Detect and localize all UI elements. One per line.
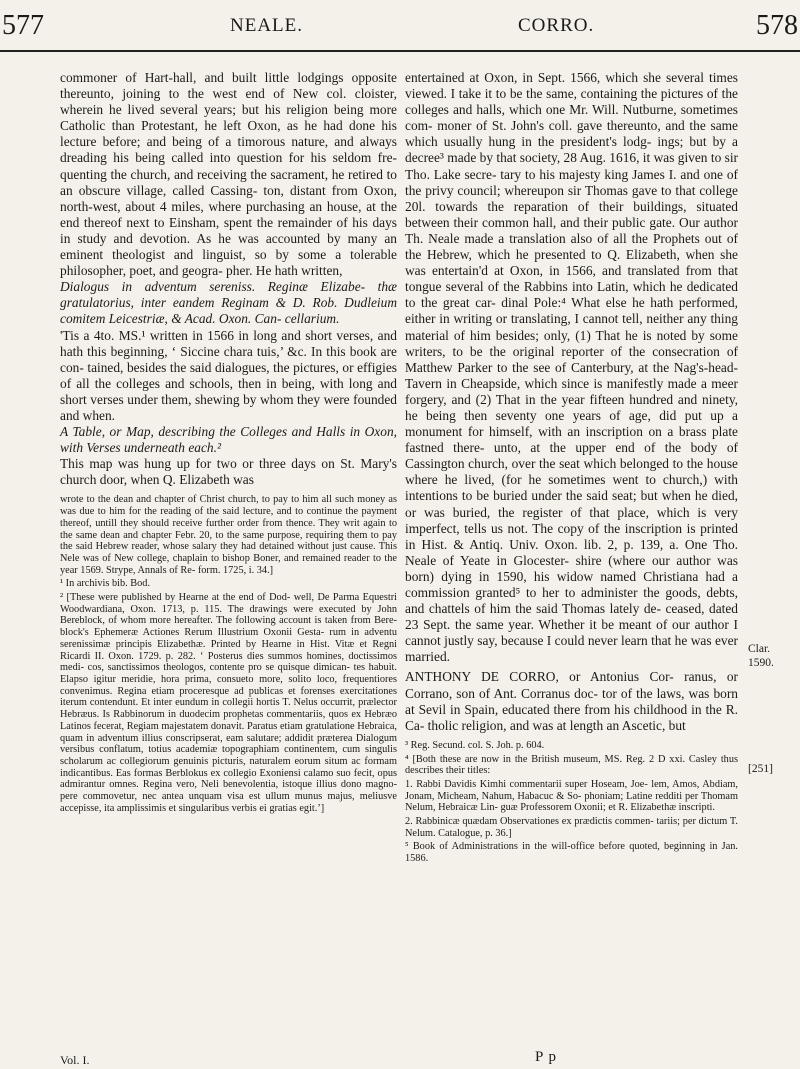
spacer	[405, 734, 738, 738]
footnote: ¹ In archivis bib. Bod.	[60, 578, 151, 590]
left-column	[60, 70, 397, 814]
work-title: Dialogus in adventum sereniss. Reginæ Elizabe- thæ gratulatorius, inter eandem Reginam & D. Rob. Dudleium comitem Leicestriæ, & Acad. Oxon. Can- cellarium.	[60, 279, 397, 327]
margin-clar-year: 1590.	[748, 657, 774, 669]
footnote: ² [These were published by Hearne at the end of Dod- well, De Parma Equestri Woodwardiana, Oxon. 1713, p. 115. The drawings were executed by John Bereblock, of whom more hereafter. The following account is taken from Bere- block's Ephemeræ Actiones Rerum Illustrium Oxonii Gesta- rum in adventu serenissimæ principis Elizabethæ. Printed by Hearne in Hist. Vitæ et Regni Ricardi II. Oxon. 1729. p. 282. ‘ Posterus dies summos homines, doctissimos medi- cos, sanctissimos theologos, contente pro se quisque dimican- tes habuit. Elapso igitur meridie, hora prima, consueto more, solito loco, frequentiores convenimus. Regina etiam proceresque ad publicas et forenses exercitationes iterum contendunt. Et inter eundum in collegii hortis T. Nelus occurrit, prælector Hebræus. Is Rabbinorum in duodecim prophetas commentariis, quos ex Hebræo Latinos fecerat, Regiam majestatem donavit. Paratus etiam gratulatione Hebraica, quam in adventum illius conscripserat, eam salutare; addidit præterea Dialogum versibus conflatum, totius academiæ topographiam continentem, cum singulis scholarum ac collegiorum genuinis picturis, naturalem eorum situm ac formam indicantibus. Eas formas Berblokus ex collegio Exoniensi calamo suo fecit, opus admirantur omnes. Regina vero, Neli benevolentia, istoque illius dono magno- pere commovetur, nec antea unquam visa est ullum munus majus, meliusve accepisse, ita amplissimis et singularibus verbis ei gratias egit.’]	[60, 592, 397, 814]
footnote: wrote to the dean and chapter of Christ church, to pay to him all such money as was due to him for the reading of the said lecture, and to continue the payment thereof, untill they should receive further order from thence. They writ again to the same dean and chapter Febr. 20, to the same purpose, requiring them to pay the said Hebrew reader, whose salary they had detained without just cause. This Nele was of New college, chaplain to bishop Boner, and remained reader to the year 1569. Strype, Annals of Re- form. 1725, i. 34.]	[60, 494, 397, 576]
page-header	[0, 0, 800, 52]
margin-page-ref: [251]	[748, 763, 773, 775]
spacer	[60, 488, 397, 492]
signature-mark: P p	[535, 1049, 558, 1065]
margin-note-clar	[748, 642, 774, 670]
running-head-right: CORRO.	[518, 15, 595, 36]
body-paragraph: ANTHONY DE CORRO, or Antonius Cor- ranus, or Corrano, son of Ant. Corranus doc- tor of the laws, was born at Sevil in Spain, educated there from his childhood in the R. Ca- tholic religion, and was at length an Ascetic, but	[405, 669, 738, 733]
body-paragraph: 'Tis a 4to. MS.¹ written in 1566 in long and short verses, and hath this beginning, ‘ Siccine chara tuis,’ &c. In this book are con- tained, besides the said dialogues, the pictures, or effigies of all the colleges and schools, then in being, with long and short verses under them, shewing by whom they were founded and when.	[60, 327, 397, 423]
body-paragraph: entertained at Oxon, in Sept. 1566, which she several times viewed. I take it to be the same, containing the pictures of the colleges and halls, which one Mr. Will. Nutburne, sometimes com- moner of St. John's coll. gave thereunto, and the same which usually hung in the president's lodg- ings; but by a decree³ made by that society, 28 Aug. 1616, it was given to sir Tho. Lake secre- tary to his majesty king James I. and one of the privy council; whereupon sir Thomas gave to that college 20l. towards the reparation of their buildings, situated between their common hall, and their public gate. Our author Th. Neale made a translation also of all the Prophets out of the Hebrew, which he presented to Q. Elizabeth, when she was entertain'd at Oxon, in 1566, and translated from that tongue several of the Rabbins into Latin, which he dedicated to the great car- dinal Pole:⁴ What else he hath performed, either in writing or translating, I cannot tell, neither any thing material of him besides; only, (1) That he is noted by some writers, to be the original reporter of the consecration of Matthew Parker to the see of Canterbury, at the Nag's-head-Tavern in Cheapside, which since is manifestly made a meer forgery, and (2) That in the year fifteen hundred and ninety, he being then seventy one years of age, did put up a monument for himself, with an inscription on a brass plate fastned there- unto, at the upper end of the body of Cassington church, over the seat which belonged to the house where he lived, (for he sometimes went to church,) with intentions to be buried under the said seat; but when he died, or was buried, the register of that place, which is very imperfect, tells us not. The copy of the inscription is printed in Hist. & Antiq. Univ. Oxon. lib. 2, p. 139, a. One Tho. Neale of Yeate in Glocester- shire (where our author was born) dying in 1590, his widow named Christiana had a commission granted⁵ to her to administer the goods, debts, and chattels of him the said Thomas lately de- ceased, dated 23 Sept. the same year. Whether it be meant of our author I cannot justly say, because I could never learn that he was ever married.	[405, 70, 738, 665]
footnote: ³ Reg. Secund. col. S. Joh. p. 604.	[405, 739, 545, 751]
running-head-left: NEALE.	[230, 15, 304, 36]
body-paragraph: This map was hung up for two or three days on St. Mary's church door, when Q. Elizabeth was	[60, 456, 397, 488]
footnote: ⁴ [Both these are now in the British museum, MS. Reg. 2 D xxi. Casley thus describes their titles:	[405, 753, 738, 777]
work-title: A Table, or Map, describing the Colleges and Halls in Oxon, with Verses underneath each.²	[60, 424, 397, 456]
footnote: 1. Rabbi Davidis Kimhi commentarii super Hoseam, Joe- lem, Amos, Abdiam, Jonam, Micheam, Nahum, Habacuc & So- phoniam; Latine redditi per Thomam Nelum, Hebraicæ Lin- guæ Professorem Oxonii; et R. Elizabethæ inscripti.	[405, 778, 738, 814]
footnote: ⁵ Book of Administrations in the will-office before quoted, beginning in Jan. 1586.	[405, 841, 738, 865]
margin-clar-label: Clar.	[748, 643, 771, 655]
page-number-right: 578	[756, 10, 798, 41]
footnote: 2. Rabbinicæ quædam Observationes ex prædictis commen- tariis; per dictum T. Nelum. Catalogue, p. 36.]	[405, 816, 738, 839]
right-column	[405, 70, 738, 865]
volume-label: Vol. I.	[60, 1053, 90, 1067]
header-rule	[0, 50, 800, 52]
body-paragraph: commoner of Hart-hall, and built little lodgings opposite thereunto, joining to the west end of New col. cloister, wherein he lived several years; but his religion being more Catholic than Protestant, he left Oxon, as he had done his lecture before; and being of a timorous nature, and always dreading his being called into question for his seldom fre- quenting the church, and receiving the sacrament, he retired to an obscure village, called Cassing- ton, distant from Oxon, north-west, about 4 miles, where purchasing an house, at the end thereof next to Einsham, spent the remainder of his days in study and devotion. As he was accounted by many an eminent theologist and linguist, so by some a tolerable philosopher, poet, and geogra- pher. He hath written,	[60, 70, 397, 279]
page-number-left: 577	[2, 10, 44, 41]
